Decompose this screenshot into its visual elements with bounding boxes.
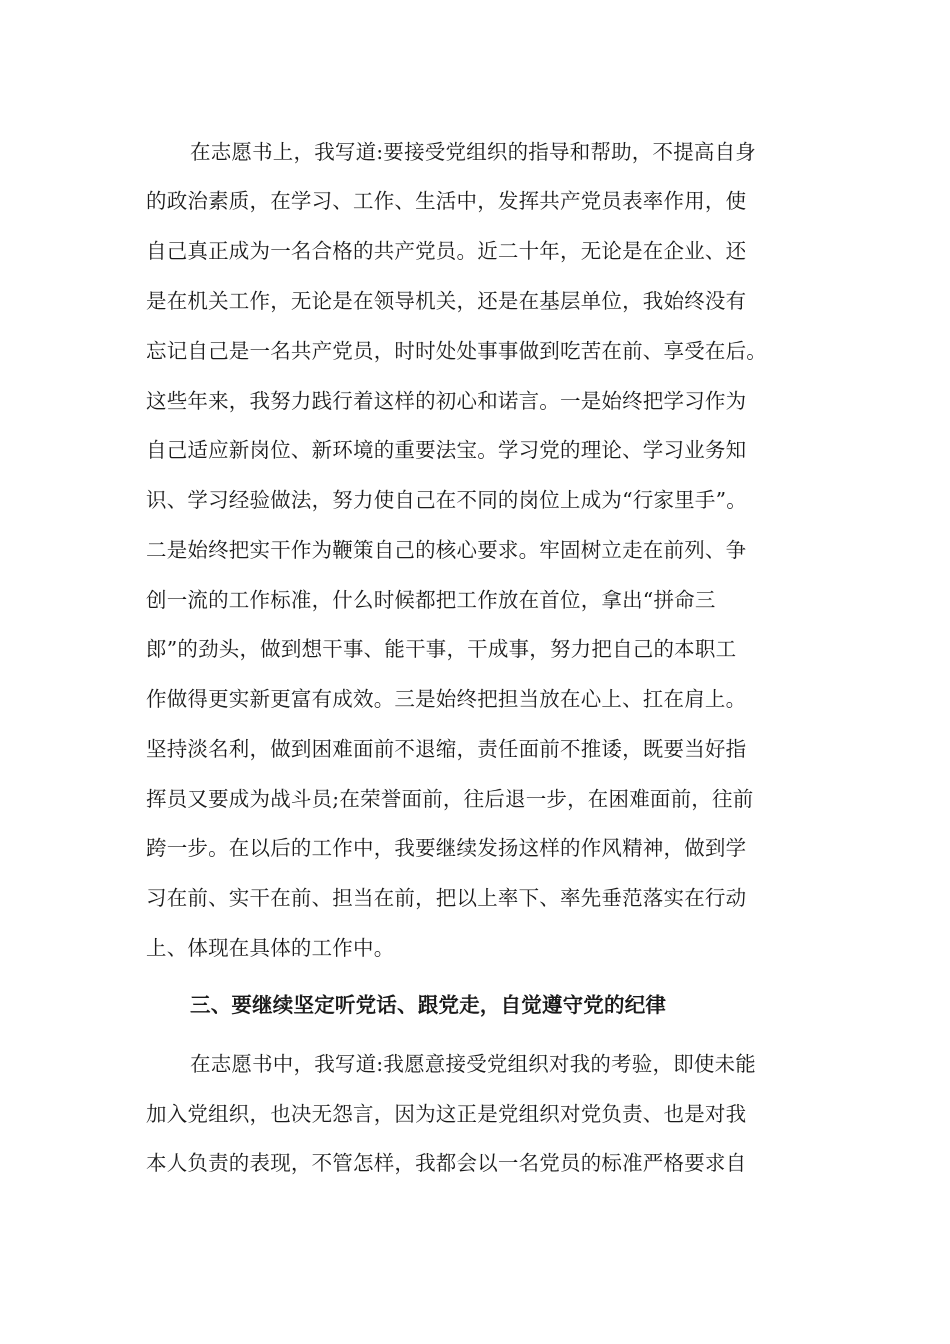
paragraph-1-line-7: 自己适应新岗位、新环境的重要法宝。学习党的理论、学习业务知 — [146, 438, 747, 462]
paragraph-1-line-1: 在志愿书上，我写道:要接受党组织的指导和帮助，不提高自身 — [190, 140, 757, 164]
paragraph-1-line-4: 是在机关工作，无论是在领导机关，还是在基层单位，我始终没有 — [146, 289, 747, 313]
paragraph-1-line-12: 作做得更实新更富有成效。三是始终把担当放在心上、扛在肩上。 — [146, 687, 747, 711]
paragraph-1-line-9: 二是始终把实干作为鞭策自己的核心要求。牢固树立走在前列、争 — [146, 538, 747, 562]
paragraph-1-line-8: 识、学习经验做法，努力使自己在不同的岗位上成为“行家里手”。 — [146, 488, 747, 512]
paragraph-1-line-6: 这些年来，我努力践行着这样的初心和诺言。一是始终把学习作为 — [146, 389, 747, 413]
paragraph-1-line-13: 坚持淡名利，做到困难面前不退缩，责任面前不推诿，既要当好指 — [146, 737, 747, 761]
paragraph-1-line-17: 上、体现在具体的工作中。 — [146, 936, 395, 960]
paragraph-1-line-11: 郎”的劲头，做到想干事、能干事，干成事，努力把自己的本职工 — [146, 637, 737, 661]
paragraph-1-line-16: 习在前、实干在前、担当在前，把以上率下、率先垂范落实在行动 — [146, 886, 747, 910]
section-heading: 三、要继续坚定听党话、跟党走，自觉遵守党的纪律 — [190, 993, 667, 1017]
paragraph-2-line-3: 本人负责的表现，不管怎样，我都会以一名党员的标准严格要求自 — [146, 1151, 747, 1175]
paragraph-1-line-14: 挥员又要成为战斗员;在荣誉面前，往后退一步，在困难面前，往前 — [146, 787, 754, 811]
paragraph-1-line-10: 创一流的工作标准，什么时候都把工作放在首位，拿出“拼命三 — [146, 588, 716, 612]
paragraph-2-line-2: 加入党组织，也决无怨言，因为这正是党组织对党负责、也是对我 — [146, 1102, 747, 1126]
paragraph-1-line-15: 跨一步。在以后的工作中，我要继续发扬这样的作风精神，做到学 — [146, 836, 747, 860]
paragraph-1-line-5: 忘记自己是一名共产党员，时时处处事事做到吃苦在前、享受在后。 — [146, 339, 767, 363]
paragraph-1-line-2: 的政治素质，在学习、工作、生活中，发挥共产党员表率作用，使 — [146, 189, 747, 213]
paragraph-1-line-3: 自己真正成为一名合格的共产党员。近二十年，无论是在企业、还 — [146, 239, 747, 263]
paragraph-2-line-1: 在志愿书中，我写道:我愿意接受党组织对我的考验，即使未能 — [190, 1052, 757, 1076]
